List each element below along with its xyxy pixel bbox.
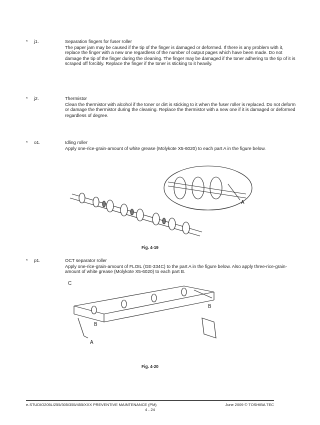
figure-label-b1: B: [94, 322, 98, 328]
item-title: Separation fingers for fuser roller: [65, 39, 132, 44]
footer-rule: [26, 400, 274, 401]
figure-label-a: A: [241, 200, 245, 206]
item-body: [65, 45, 297, 67]
oct-separator-roller-figure: [64, 278, 234, 348]
item-code: j1.: [34, 39, 39, 44]
item-code: o1.: [34, 140, 41, 145]
item-text: Apply one-rice-grain-amount of white grease (Molykote X5-6020) to each part A in the figure below.: [65, 145, 266, 151]
item-body: [65, 102, 297, 119]
item-title: Thermistor: [65, 96, 87, 101]
item-text: Apply one-rice-grain-amount of FLOIL (GE-334C) to the part A in the figure below. Also apply three-rice-grain-amount of white grease (Molykote X5-6020) to each part B.: [65, 263, 287, 275]
item-title: OCT separator roller: [65, 258, 107, 263]
figure-label-a: A: [90, 340, 94, 346]
item-code: p1.: [34, 258, 41, 263]
item-marker: *: [26, 140, 28, 145]
item-marker: *: [26, 39, 28, 44]
figure-caption: Fig. 4-19: [141, 245, 159, 250]
item-title: Idling roller: [65, 140, 88, 145]
figure-label-c: C: [68, 281, 72, 287]
footer-left: e-STUDIO205L/255/305/355/455/XXX PREVENTIVE MAINTENANCE (PM): [26, 402, 157, 407]
item-marker: *: [26, 258, 28, 263]
item-text: Clean the thermistor with alcohol if the toner or dirt is sticking to it when the fuser roller is replaced. Do not deform or damage the thermistor during the cleaning. Replace the thermistor with a new one if it is damaged or deformed regardless of degree.: [65, 101, 296, 118]
item-marker: *: [26, 96, 28, 101]
figure-caption: Fig. 4-20: [141, 364, 159, 369]
item-body: [65, 146, 297, 152]
idling-roller-figure: [60, 158, 260, 240]
item-code: j2.: [34, 96, 39, 101]
figure-label-b2: B: [208, 304, 212, 310]
item-body: [65, 264, 297, 275]
footer-right: June 2009 © TOSHIBA TEC: [225, 402, 274, 407]
page-number: 4 - 24: [145, 407, 155, 412]
item-text: The paper jam may be caused if the tip of the finger is damaged or deformed. If there is any problem with it, replace the finger with a new one regardless of the number of output pages which have been made. Do not damage the tip of the finger during the cleaning. The finger may be damaged if the toner adhering to the tip of it is scraped off forcibly. Replace the finger if the toner is sticking to it heavily.: [65, 44, 296, 67]
